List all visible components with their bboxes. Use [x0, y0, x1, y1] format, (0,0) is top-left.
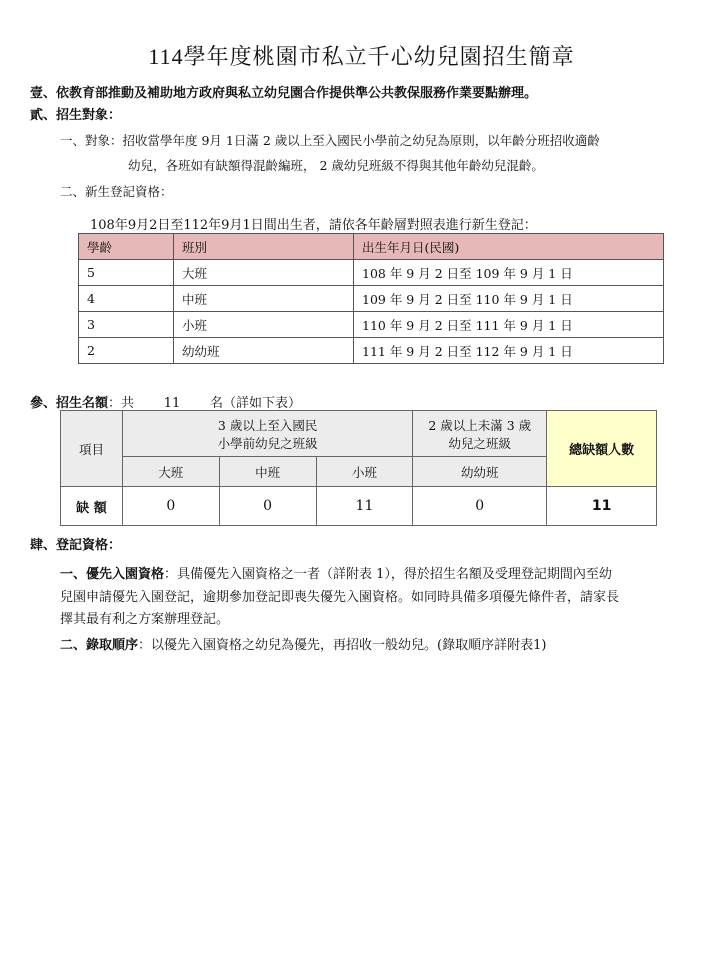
birthdate-cell: 111 年 9 月 2 日至 112 年 9 月 1 日: [354, 338, 664, 364]
quota-item-header: 項目: [61, 411, 123, 487]
quota-group-1-header-line-2: 小學前幼兒之班級: [217, 435, 318, 451]
section-4-item-1-line-3: 擇其最有利之方案辦理登記。: [60, 612, 230, 627]
quota-vacancy-cell: 0: [219, 487, 316, 526]
quota-class-header: 中班: [219, 457, 316, 487]
section-4-item-1-text: ：具備優先入園資格之一者（詳附表 1），得於招生名額及受理登記期間內至幼: [164, 567, 612, 582]
section-3-label: 參、招生名額: [30, 396, 109, 411]
section-3-prefix: ：共: [108, 396, 135, 411]
quota-group-1-header-line-1: 3 歲以上至入國民: [217, 417, 318, 433]
quota-group-2-header-line-1: 2 歲以上未滿 3 歲: [428, 417, 532, 433]
class-cell: 小班: [174, 312, 354, 338]
section-4-item-2-label: 二、錄取順序: [60, 638, 139, 653]
age-table-row: [79, 286, 664, 312]
age-table-row: [79, 260, 664, 286]
birthdate-cell: 109 年 9 月 2 日至 110 年 9 月 1 日: [354, 286, 664, 312]
quota-vacancy-cell: 11: [316, 487, 413, 526]
section-4-item-1-label: 一、優先入園資格: [60, 567, 165, 582]
section-4-heading: 肆、登記資格：: [30, 538, 122, 553]
section-4-item-2: [60, 634, 546, 653]
section-3-line: [30, 392, 301, 412]
section-1-text: 壹、依教育部推動及補助地方政府與私立幼兒園合作提供準公共教保服務作業要點辦理。: [30, 86, 538, 101]
quota-table-vacancy-row: [61, 487, 657, 526]
quota-total-header: 總缺額人數: [547, 411, 657, 487]
section-2-item-1-line-1: 一、對象：招收當學年度 9月 1日滿 2 歲以上至入國民小學前之幼兒為原則，以年齡分班招收適齡: [60, 133, 600, 148]
section-2-heading: 貳、招生對象：: [30, 108, 122, 123]
section-4-item-2-text: ：以優先入園資格之幼兒為優先，再招收一般幼兒。(錄取順序詳附表1): [138, 638, 547, 653]
age-table-caption: 108年9月2日至112年9月1日間出生者，請依各年齡層對照表進行新生登記：: [90, 218, 537, 233]
age-cell: 3: [79, 312, 174, 338]
age-table-header-row: [79, 234, 664, 260]
age-table-header-class: 班別: [174, 234, 354, 260]
section-3-total-quota: 11: [134, 396, 210, 412]
birthdate-cell: 110 年 9 月 2 日至 111 年 9 月 1 日: [354, 312, 664, 338]
section-2-item-1-line-2: 幼兒，各班如有缺額得混齡編班， 2 歲幼兒班級不得與其他年齡幼兒混齡。: [128, 158, 544, 173]
class-cell: 大班: [174, 260, 354, 286]
age-table-row: [79, 312, 664, 338]
quota-row-label: 缺 額: [61, 487, 123, 526]
age-table: [78, 233, 664, 364]
section-3-suffix: 名（詳如下表）: [210, 396, 302, 411]
age-cell: 4: [79, 286, 174, 312]
quota-vacancy-cell: 0: [413, 487, 547, 526]
class-cell: 中班: [174, 286, 354, 312]
class-cell: 幼幼班: [174, 338, 354, 364]
age-table-header-age: 學齡: [79, 234, 174, 260]
quota-class-header: 小班: [316, 457, 413, 487]
age-table-header-birthdate: 出生年月日(民國): [354, 234, 664, 260]
quota-group-2-header-line-2: 幼兒之班級: [448, 435, 512, 451]
quota-group-2-header: [413, 411, 547, 457]
quota-total-cell: 11: [547, 487, 657, 526]
document-title: 114學年度桃園市私立千心幼兒園招生簡章: [148, 44, 575, 69]
age-table-row: [79, 338, 664, 364]
age-cell: 5: [79, 260, 174, 286]
quota-table-header-row-1: [61, 411, 657, 457]
section-4-item-1-line-1: [60, 563, 612, 582]
age-cell: 2: [79, 338, 174, 364]
quota-class-header: 幼幼班: [413, 457, 547, 487]
quota-group-1-header: [122, 411, 413, 457]
section-2-item-2: 二、新生登記資格：: [60, 184, 173, 199]
section-4-item-1-line-2: 兒園申請優先入園登記，逾期參加登記即喪失優先入園資格。如同時具備多項優先條件者，請家長: [60, 590, 620, 605]
quota-table: [60, 410, 657, 526]
quota-vacancy-cell: 0: [122, 487, 219, 526]
quota-class-header: 大班: [122, 457, 219, 487]
birthdate-cell: 108 年 9 月 2 日至 109 年 9 月 1 日: [354, 260, 664, 286]
